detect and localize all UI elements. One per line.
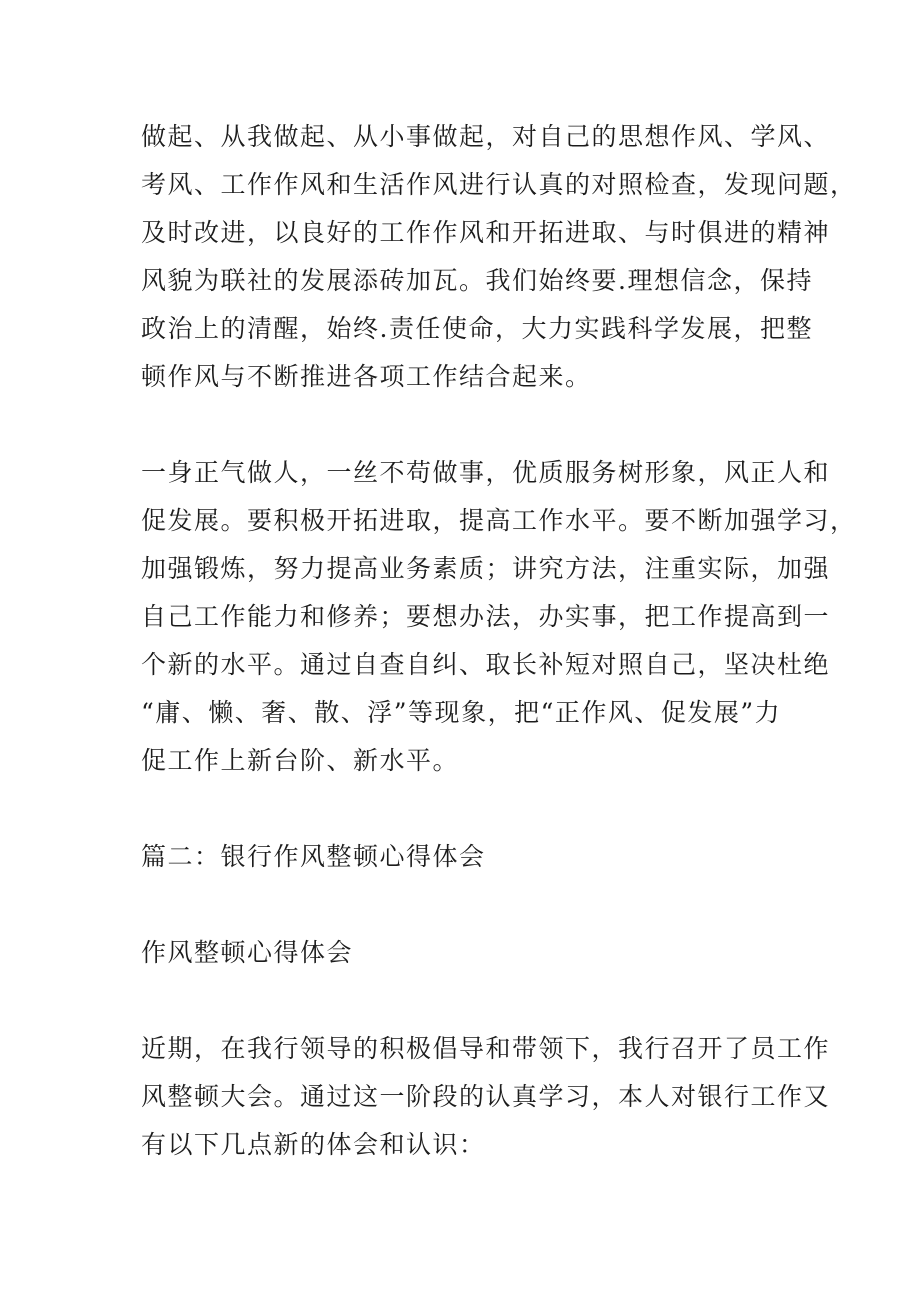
paragraph-2-line: 促发展。要积极开拓进取，提高工作水平。要不断加强学习，: [141, 506, 857, 535]
paragraph-2-line: 一身正气做人，一丝不苟做事，优质服务树形象，风正人和: [141, 458, 831, 487]
paragraph-3-line: 有以下几点新的体会和认识：: [141, 1130, 486, 1159]
article-title: 作风整顿心得体会: [141, 938, 354, 967]
section-heading: 篇二：银行作风整顿心得体会: [141, 842, 486, 871]
paragraph-2-line: 个新的水平。通过自查自纠、取长补短对照自己，坚决杜绝: [141, 650, 831, 679]
paragraph-2-line: 促工作上新台阶、新水平。: [141, 746, 460, 775]
paragraph-3-line: 风整顿大会。通过这一阶段的认真学习，本人对银行工作又: [141, 1082, 831, 1111]
paragraph-1-line: 顿作风与不断推进各项工作结合起来。: [141, 362, 592, 391]
paragraph-1-line: 做起、从我做起、从小事做起，对自己的思想作风、学风、: [141, 122, 831, 151]
paragraph-2-line: 自己工作能力和修养；要想办法，办实事，把工作提高到一: [141, 602, 831, 631]
paragraph-2-line: 加强锻炼，努力提高业务素质；讲究方法，注重实际，加强: [141, 554, 831, 583]
paragraph-1-line: 及时改进，以良好的工作作风和开拓进取、与时俱进的精神: [141, 218, 831, 247]
paragraph-1-line: 考风、工作作风和生活作风进行认真的对照检查，发现问题，: [141, 170, 857, 199]
paragraph-1-line: 风貌为联社的发展添砖加瓦。我们始终要.理想信念，保持: [141, 266, 813, 295]
paragraph-3-line: 近期，在我行领导的积极倡导和带领下，我行召开了员工作: [141, 1034, 831, 1063]
paragraph-1-line: 政治上的清醒，始终.责任使命，大力实践科学发展，把整: [141, 314, 813, 343]
paragraph-2-line: “庸、懒、奢、散、浮”等现象，把“正作风、促发展”力: [141, 698, 782, 727]
